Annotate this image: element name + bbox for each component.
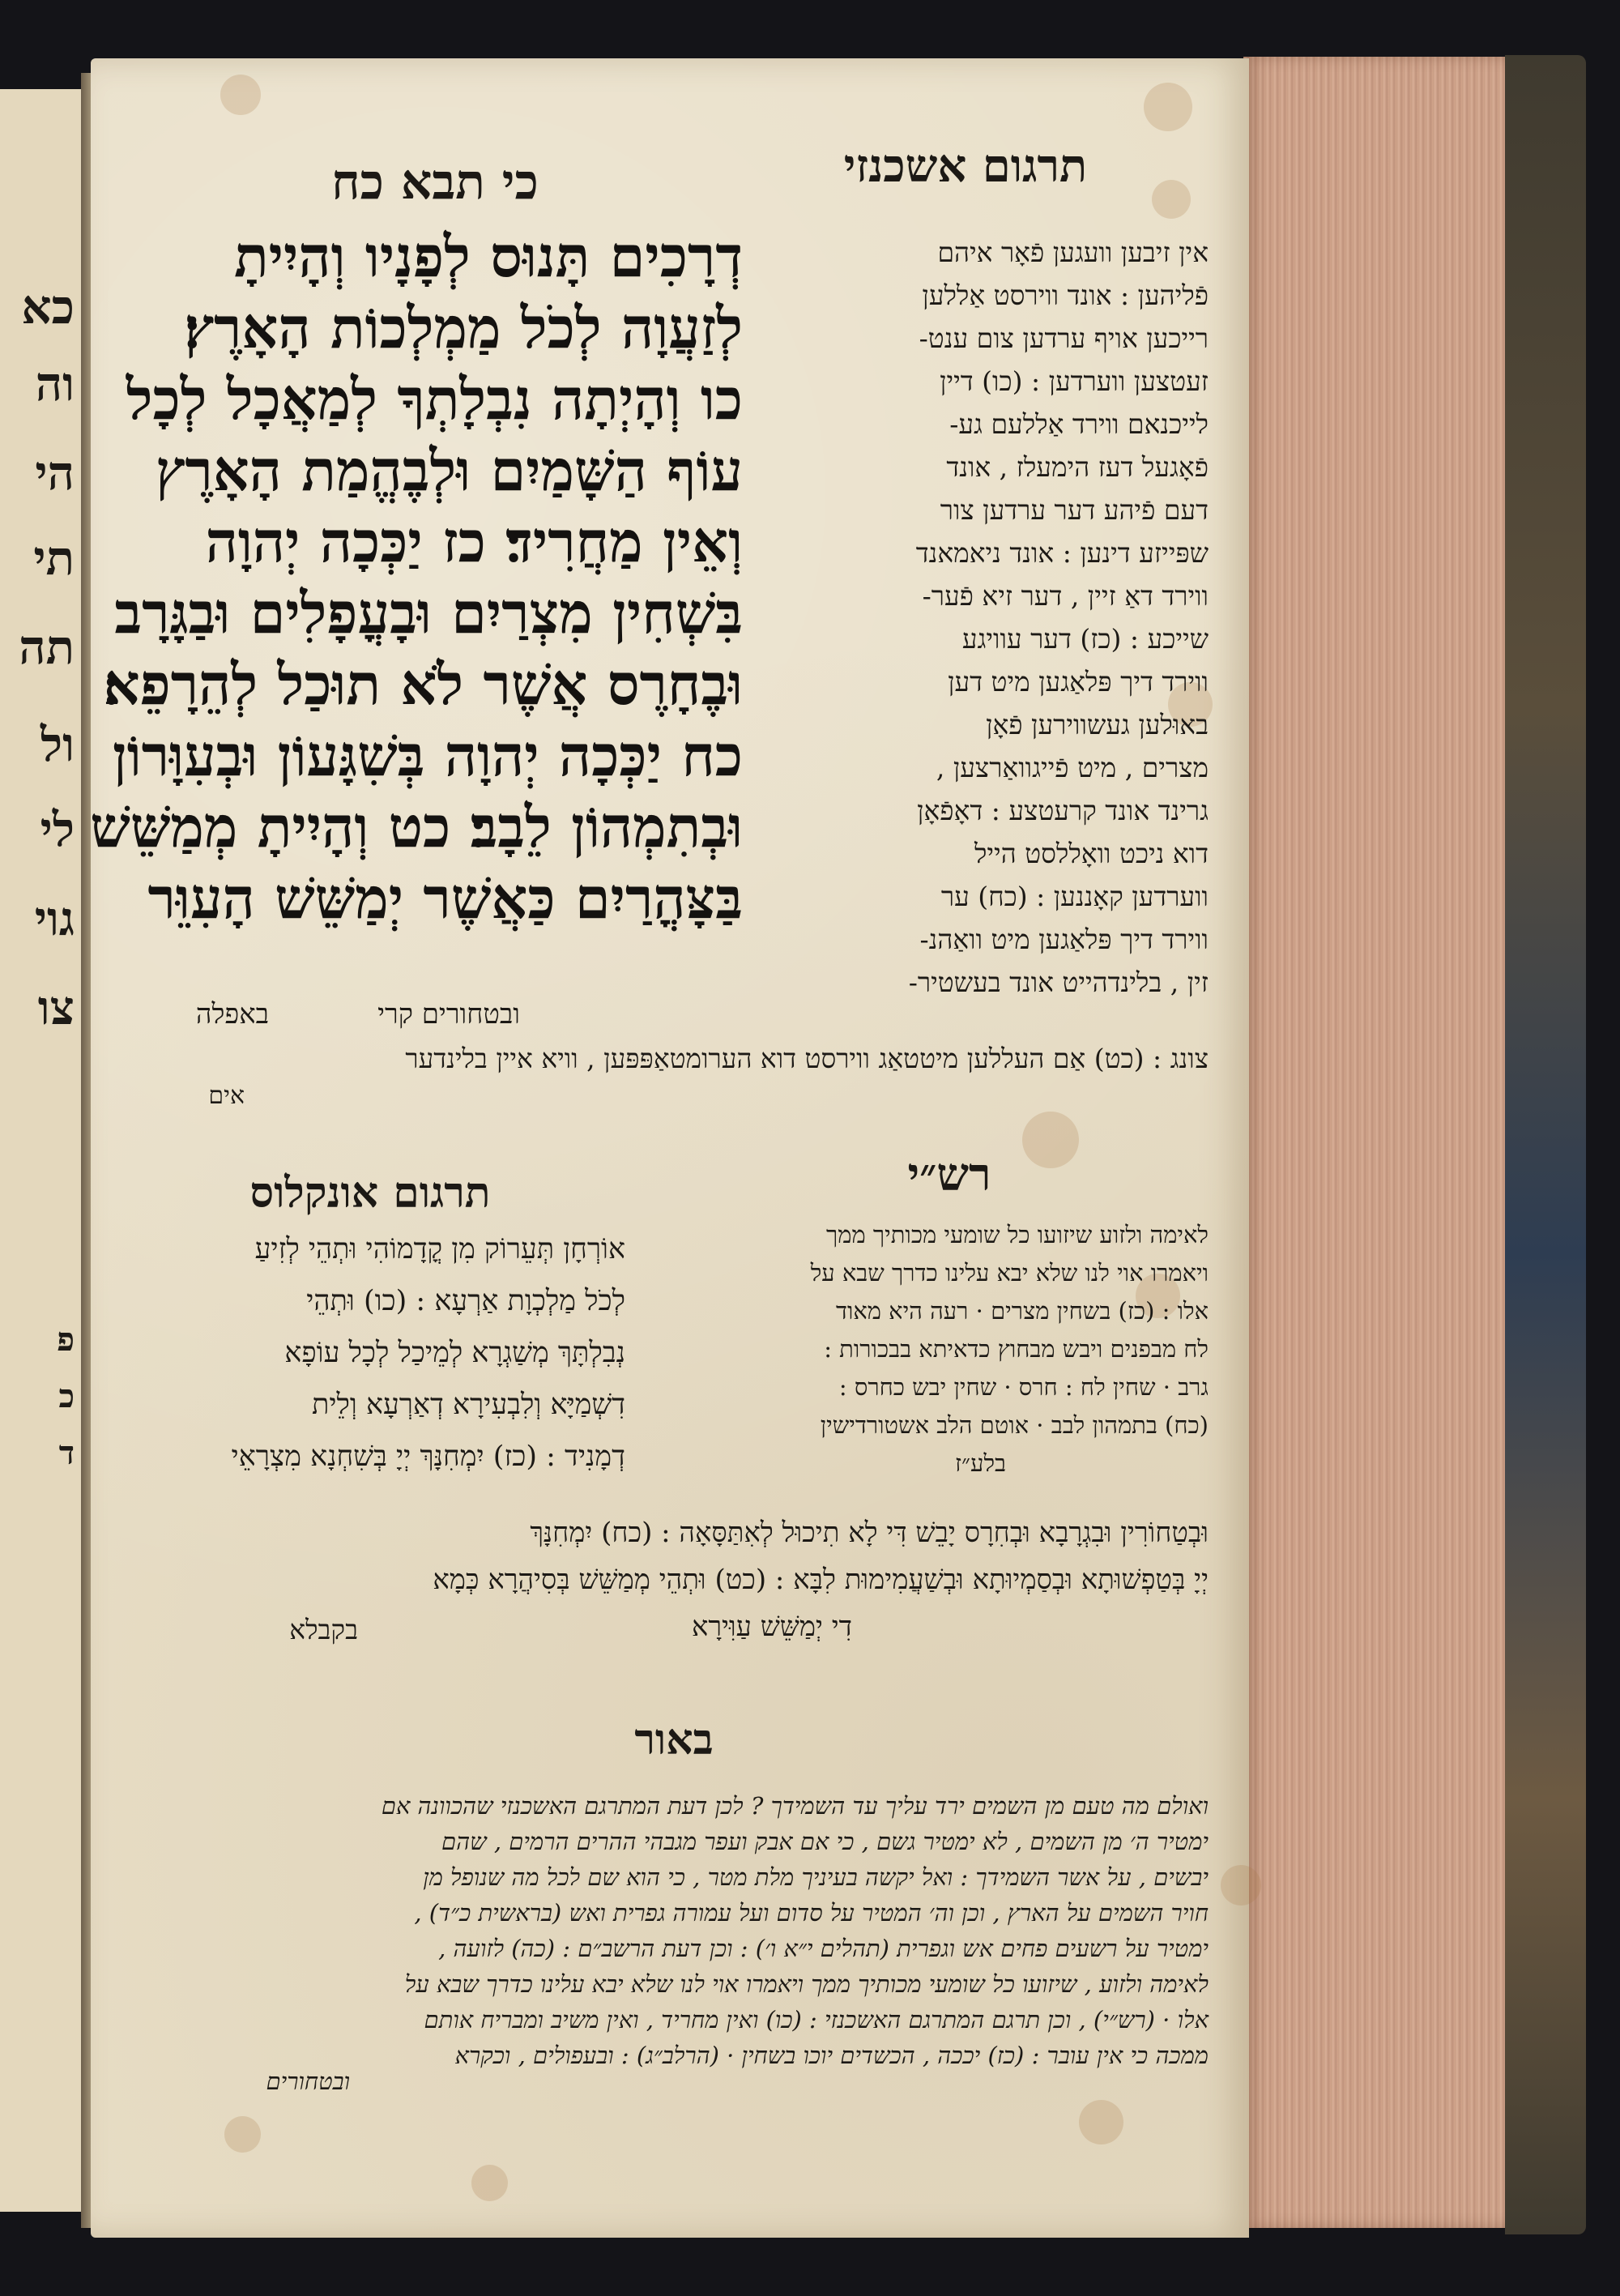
targum-full-line: דִי יְמַשֵּׁשׁ עַוִּירָא bbox=[691, 1611, 852, 1643]
biur-line: ממכה כי אין עובר : (כז) יככה , הכשדים יוכו בשחין · (הרלב״ג) : ובעפולים , וכקרא bbox=[454, 2042, 1209, 2069]
left-page-fragment: לי bbox=[40, 802, 75, 857]
translation-line: ווערדען קאָננען : (כח) ער bbox=[940, 881, 1209, 912]
translation-line: שייכע : (כז) דער עוויגע bbox=[961, 623, 1209, 655]
main-text-line: וְאֵין מַחֲרִיד׃ כז יַכְּכָה יְהוָה bbox=[205, 508, 743, 575]
biur-line: לאימה ולזוע , שיזועו כל שומעי מכותיך ממך ויאמרו אוי לנו שלא יבא עלינו כדרך שבא על bbox=[404, 1970, 1209, 1998]
marbled-cover bbox=[1505, 55, 1586, 2234]
translation-line: דעם פֿיהע דער ערדען צור bbox=[940, 494, 1209, 526]
translation-line: גרינד אונד קרעטצע : דאָפֿאָן bbox=[917, 795, 1209, 826]
page-fore-edge bbox=[1243, 57, 1511, 2228]
biur-tail: ובטחורים bbox=[266, 2068, 350, 2095]
left-page-fragment: הי bbox=[35, 446, 75, 501]
targum-tail: בקבלא bbox=[289, 1614, 358, 1645]
left-page-fragment: גוי bbox=[34, 891, 75, 946]
left-page-fragment: כא bbox=[21, 280, 75, 335]
keri-note: ובטחורים קרי bbox=[377, 998, 520, 1031]
targum-line: אוֹרְחָן תְּעֵרוֹק מִן קֳדָמוֹהִי וּתְהֵי לְזִיעַ bbox=[254, 1233, 625, 1265]
left-page-fragment: וה bbox=[35, 356, 75, 412]
targum-full-lines bbox=[115, 1517, 1209, 1679]
translation-tail: אים bbox=[208, 1082, 245, 1110]
left-page-fragment: פ bbox=[57, 1321, 75, 1359]
translation-line: מצרים , מיט פֿייגוואַרצען , bbox=[936, 752, 1209, 783]
main-text-line: לְזַעֲוָה לְכֹל מַמְלְכוֹת הָאָרֶץ׃ bbox=[184, 294, 743, 361]
rashi-line: לאימה ולזוע שיזועו כל שומעי מכותיך ממך bbox=[826, 1221, 1209, 1248]
main-text-line: בִּשְׁחִין מִצְרַיִם וּבָעֳפָלִים וּבַגָּרָב bbox=[114, 579, 743, 647]
biur-line: ימטיר על רשעים פחים אש וגפרית (תהלים י״א ו׳) : וכן דעת הרשב״ם : (כה) לזועה , bbox=[438, 1935, 1209, 1962]
rashi-line: (כח) בתמהון לבב · אוטם הלב אשטורדישין bbox=[820, 1411, 1209, 1439]
left-page-edge bbox=[0, 89, 86, 2212]
left-page-fragment: ד bbox=[58, 1434, 75, 1472]
german-translation bbox=[747, 237, 1209, 1095]
main-text-line: כח יַכְּכָה יְהוָה בְּשִׁגָּעוֹן וּבְעִוָּרוֹן bbox=[112, 722, 743, 789]
rashi-title: רש״י bbox=[907, 1148, 991, 1201]
rashi-line: אלו : (כז) בשחין מצרים · רעה היא מאוד bbox=[836, 1297, 1209, 1325]
translation-line: רייכען אויף ערדען צום ענט- bbox=[919, 322, 1209, 354]
translation-line: פֿליהען : אונד ווירסט אַללען bbox=[922, 280, 1209, 311]
targum-line: דִשְׁמַיָּא וְלִבְעִירָא דְאַרְעָא וְלֵית bbox=[312, 1389, 625, 1421]
translation-line: דוא ניכט וואָללסט הייל bbox=[974, 838, 1209, 869]
left-page-fragment: תי bbox=[33, 531, 75, 586]
translation-line: ווירד דיך פּלאַגען מיט דען bbox=[948, 666, 1209, 698]
rashi-line: גרב · שחין לח : חרס · שחין יבש כחרס : bbox=[838, 1373, 1209, 1401]
left-page-fragment: כ bbox=[58, 1377, 75, 1415]
right-page bbox=[91, 58, 1249, 2238]
biur-title: באור bbox=[634, 1715, 714, 1765]
translation-line: זין , בלינדהייט אונד בעשטיר- bbox=[908, 967, 1209, 998]
targum-line: דְמָנִיד : (כז) יִמְחִנָּךְ יְיָ בְּשִׁחְנָא מִצְרָאֵי bbox=[231, 1440, 625, 1473]
targum-title: תרגום אונקלוס bbox=[249, 1168, 491, 1218]
translation-line: זעטצען ווערדען : (כו) דיין bbox=[940, 365, 1209, 397]
main-text-line: בַּצָּהֳרַיִם כַּאֲשֶׁר יְמַשֵּׁשׁ הָעִוֵּר bbox=[147, 864, 743, 932]
targum-full-line: וּבְטַחוֹרִין וּבִגְרָבָא וּבְחִרָס יָבֵשׁ דִּי לָא תִיכוּל לְאִתַּסָּאָה : (כח) יִמְחִנָּךְ bbox=[530, 1517, 1209, 1549]
parsha-title: כי תבא כח bbox=[331, 154, 539, 211]
main-text-line: עוֹף הַשָּׁמַיִם וּלְבֶהֱמַת הָאָרֶץ bbox=[155, 437, 743, 504]
translation-line: ווירד דיך פּלאַגען מיט וואַהנ- bbox=[919, 924, 1209, 955]
left-page-fragment: צו bbox=[37, 980, 75, 1035]
translation-line: לייכנאם ווירד אַללעם גע- bbox=[949, 408, 1209, 440]
biur-line: חויר השמים על הארץ , וכן וה׳ המטיר על סדום ועל עמורה גפרית ואש (בראשית כ״ד) , bbox=[414, 1899, 1209, 1927]
biur-text bbox=[115, 1792, 1209, 2084]
rashi-column bbox=[650, 1221, 1209, 1513]
main-text-line: דְרָכִים תָּנוּס לְפָנָיו וְהָיִיתָ bbox=[233, 223, 743, 290]
rashi-line: ויאמרו אוי לנו שלא יבא עלינו כדרך שבא על bbox=[810, 1259, 1209, 1287]
left-page-fragment: תה bbox=[19, 620, 75, 675]
targum-column bbox=[107, 1233, 625, 1509]
main-text bbox=[90, 223, 743, 1039]
targum-full-line: יְיָ בְּטַפְשׁוּתָא וּבְסַמְיוּתָא וּבְשַׁעֲמִימוּת לִבָּא : (כט) וּתְהֵי מְמַשֵּׁשׁ בְּסִיהֲרָא כְּמָא bbox=[433, 1564, 1209, 1596]
main-text-line: כו וְהָיְתָה נִבְלָתְךָ לְמַאֲכָל לְכָל bbox=[126, 365, 743, 433]
main-text-line: וּבְתִמְהוֹן לֵבָב׃ כט וְהָיִיתָ מְמַשֵּׁשׁ bbox=[90, 793, 743, 860]
translation-line: פֿאָגעל דעז הימעלז , אונד bbox=[946, 451, 1209, 483]
biur-line: ימטיר ה׳ מן השמים , לא ימטיר גשם , כי אם אבק ועפר מגבהי ההרים הרמים , שהם bbox=[441, 1828, 1209, 1855]
biur-line: יבשים , על אשר השמידך : ואל יקשה בעיניך מלת מטר , כי הוא שם לכל מה שנופל מן bbox=[423, 1863, 1209, 1891]
biur-line: אלו · (רש״י) , וכן תרגם המתרגם האשכנזי : (כו) ואין מחריד , ואין משיב ומבריח אותם bbox=[424, 2006, 1209, 2034]
translation-line: ווירד דאַ זיין , דער זיא פֿער- bbox=[922, 580, 1209, 612]
main-text-line: וּבֶחָרֶס אֲשֶׁר לֹא תוּכַל לְהֵרָפֵא׃ bbox=[103, 651, 743, 718]
left-page-fragment: ול bbox=[40, 717, 75, 772]
rashi-line: לח מבפנים ויבש מבחוץ כדאיתא בבכורות : bbox=[824, 1335, 1209, 1363]
targum-line: לְכֹל מַלְכְוָת אַרְעָא : (כו) וּתְהֵי bbox=[306, 1285, 625, 1317]
translation-line: שפּייזע דינען : אונד ניאמאנד bbox=[915, 537, 1209, 569]
biur-line: ואולם מה טעם מן השמים ירד עליך עד השמידך ? לכן דעת המתרגם האשכנזי שהכוונה אם bbox=[381, 1792, 1209, 1820]
ketiv-note: באפלה bbox=[195, 998, 269, 1031]
rashi-line: בלע״ז bbox=[954, 1449, 1006, 1477]
translation-full-line: צונג : (כט) אַם העללען מיטטאַג ווירסט דוא הערומטאַפּפּען , וויא איין בלינדער bbox=[405, 1043, 1209, 1074]
translation-line: אין זיבען וועגען פֿאָר איהם bbox=[937, 237, 1209, 268]
translation-line: באוּלען געשווירען פֿאָן bbox=[986, 709, 1209, 740]
translation-title: תרגום אשכנזי bbox=[843, 139, 1088, 193]
targum-line: נְבִלְתָּךְ מְשַׁגְרָא לְמֵיכַל לְכָל עוֹפָא bbox=[284, 1337, 625, 1369]
